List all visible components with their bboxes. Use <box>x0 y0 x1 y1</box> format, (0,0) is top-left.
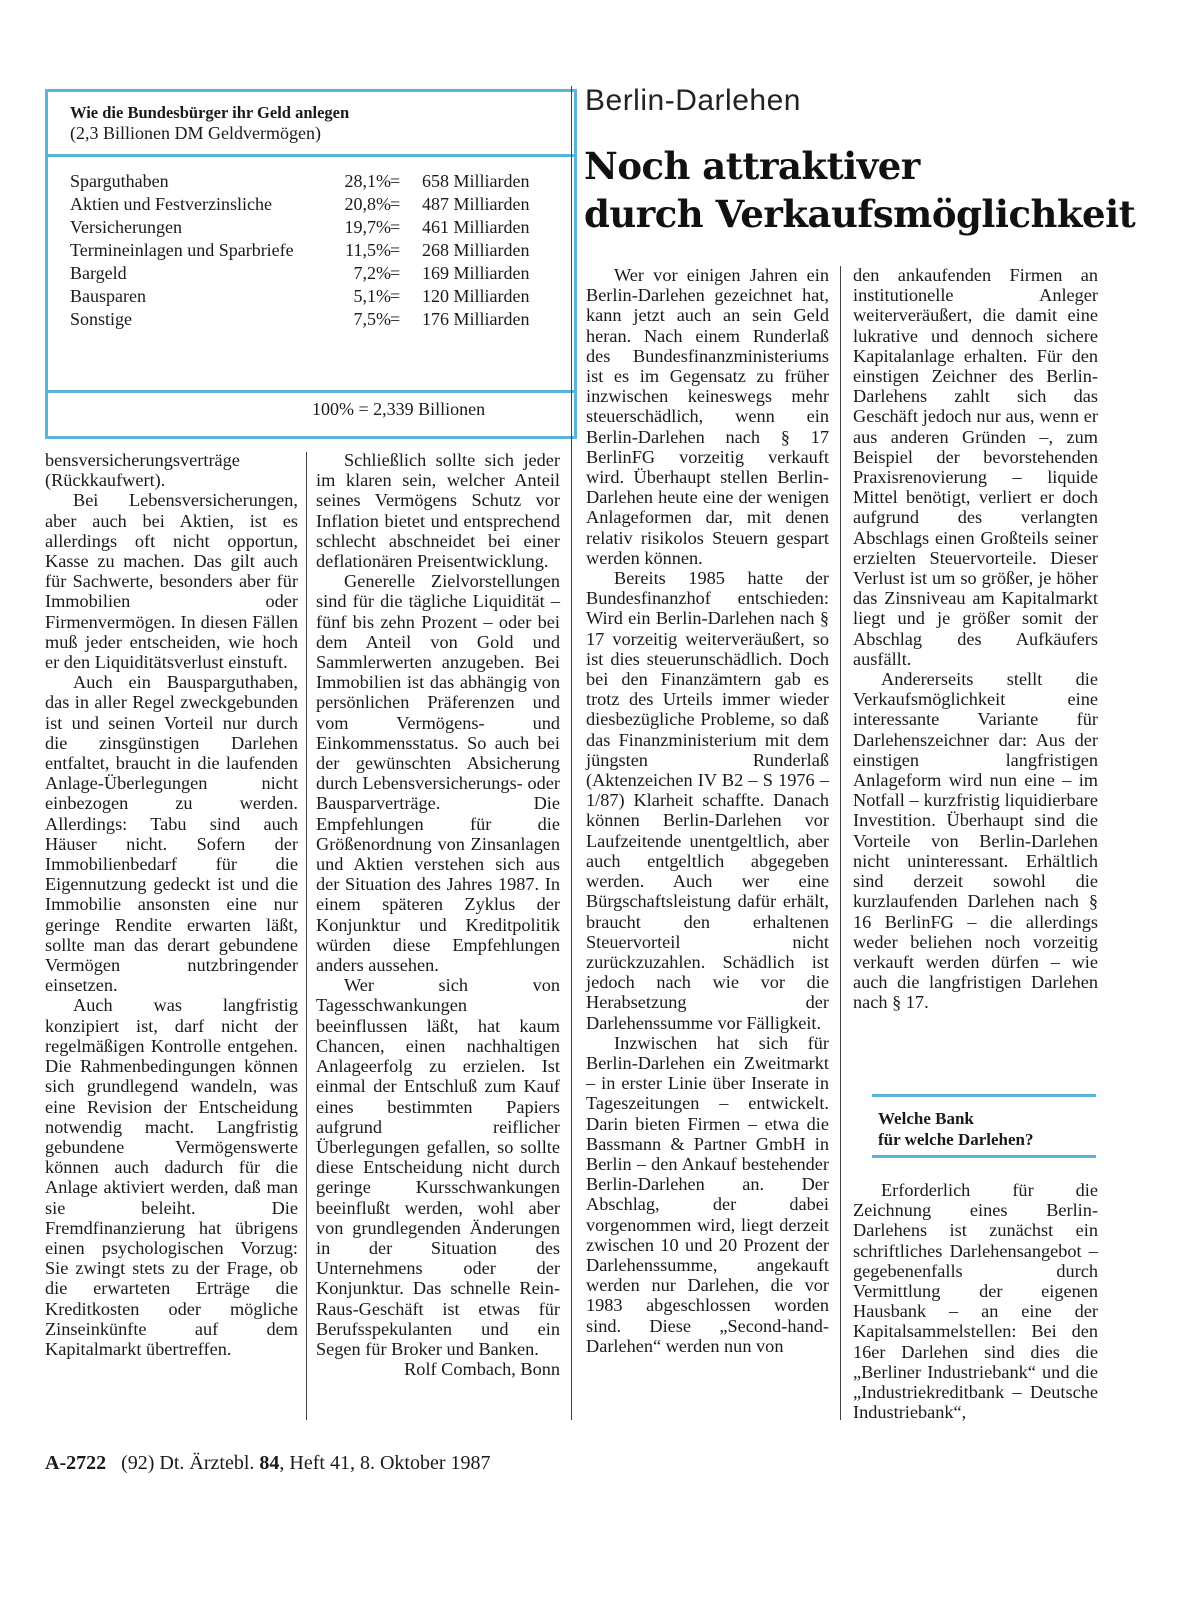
row-amount: 658 Milliarden <box>422 171 530 191</box>
savings-row <box>70 239 556 262</box>
paragraph: Bereits 1985 hatte der Bundesfinanzhof entschieden: Wird ein Berlin-Darlehen nach § 17 vorzeitig weiterveräußert, so ist dies steuerunschädlich. Doch bei den Finanzämtern gab es trotz des Urteils immer wieder diesbezügliche Probleme, so daß das Finanzministerium mit dem jüngsten Runderlaß (Aktenzeichen IV B2 – S 1976 – 1/87) Klarheit schaffte. Danach können Berlin-Darlehen vor Laufzeitende unentgeltlich, aber auch entgeltlich abgegeben werden. Auch wer eine Bürgschaftsleistung dafür erhält, braucht den erhaltenen Steuervorteil nicht zurückzuzahlen. Schädlich ist jedoch nach wie vor die Herabsetzung der Darlehenssumme vor Fälligkeit. <box>586 568 829 1033</box>
row-label: Sonstige <box>70 309 133 329</box>
journal-source: (92) Dt. Ärztebl. <box>121 1452 255 1474</box>
row-label: Aktien und Festverzinsliche <box>70 194 272 214</box>
paragraph: Inzwischen hat sich für Berlin-Darlehen ein Zweitmarkt – in erster Linie über Inserate in Tageszeitungen – entwickelt. Darin bieten Firmen – etwa die Bassmann & Partner GmbH in Berlin – den Ankauf bestehender Berlin-Darlehen an. Der Abschlag, der dabei vorgenommen wird, liegt derzeit zwischen 10 und 20 Prozent der Darlehenssumme, angekauft werden nur Darlehen, die vor 1983 abgeschlossen worden sind. Diese „Second-hand-Darlehen“ werden nun von <box>586 1032 829 1356</box>
paragraph: Andererseits stellt die Verkaufsmöglichkeit eine interessante Variante für Darlehenszeichner dar: Aus der einstigen langfristigen Anlageform wird nun eine – im Notfall – kurzfristig liquidierbare Investition. Überhaupt sind die Vorteile von Berlin-Darlehen nicht uninteressant. Erhältlich sind derzeit sowohl die kurzlaufenden Darlehen nach § 16 BerlinFG – die allerdings weder beliehen noch vorzeitig verkauft werden dürfen – wie auch die langfristigen Darlehen nach § 17. <box>853 669 1098 1013</box>
author-byline: Rolf Combach, Bonn <box>404 1359 560 1380</box>
paragraph: bensversicherungsverträge (Rückkaufwert). <box>45 450 240 491</box>
article-kicker: Berlin-Darlehen <box>585 84 801 117</box>
journal-issue: , Heft 41, 8. Oktober 1987 <box>279 1452 491 1474</box>
paragraph: Auch ein Bausparguthaben, das in aller Regel zweckgebunden ist und seinen Vorteil nur durch die zinsgünstigen Darlehen entfaltet, braucht in die laufenden Anlage-Überlegungen nicht einbezogen zu werden. Allerdings: Tabu sind auch Häuser nicht. Sofern der Immobilienbedarf für die Eigennutzung gedeckt ist und die Immobilie ansonsten eine nur geringe Rendite erwarten läßt, sollte man das derart gebundene Vermögen nutzbringender einsetzen. <box>45 672 298 996</box>
row-label: Termineinlagen und Sparbriefe <box>70 240 294 260</box>
column-rule <box>840 266 841 1420</box>
sidebar-title-line-2: für welche Darlehen? <box>878 1130 1034 1149</box>
row-label: Sparguthaben <box>70 171 169 191</box>
row-percent: 5,1% <box>353 286 391 306</box>
column-rule <box>306 452 307 1420</box>
row-equals: = <box>390 240 401 260</box>
paragraph: Schließlich sollte sich jeder im klaren sein, welcher Anteil seines Vermögens Schutz vor Inflation bietet und entsprechend schlecht abschneidet bei einer deflationären Preisentwicklung. <box>316 450 560 572</box>
sidebar-text <box>853 1180 1098 1422</box>
info-box-header <box>48 92 574 157</box>
info-box-title: Wie die Bundesbürger ihr Geld anlegen <box>70 103 350 122</box>
savings-row <box>70 216 556 239</box>
page-footer <box>45 1452 490 1475</box>
row-amount: 120 Milliarden <box>422 286 530 306</box>
row-amount: 176 Milliarden <box>422 309 530 329</box>
row-equals: = <box>390 309 401 329</box>
paragraph: Wer sich von Tagesschwankungen beeinflussen läßt, hat kaum Chancen, einen nachhaltigen Anlageerfolg zu erzielen. Ist einmal der Entschluß zum Kauf eines bestimmten Papiers aufgrund reiflicher Überlegungen gefallen, so sollte diese Entscheidung nicht durch geringe Kursschwankungen beeinflußt werden, wohl aber von grundlegenden Änderungen in der Situation des Unternehmens oder der Konjunktur. Das schnelle Rein-Raus-Geschäft ist etwas für Berufsspekulanten und ein Segen für Broker und Banken. <box>316 975 560 1359</box>
paragraph: den ankaufenden Firmen an institutionelle Anleger weiterveräußert, die damit eine lukrative und dennoch sichere Kapitalanlage erhalten. Für den einstigen Zeichner des Berlin-Darlehens zahlt sich das Geschäft jedoch nur aus, wenn er aus anderen Gründen –, zum Beispiel der bevorstehenden Praxisrenovierung – liquide Mittel benötigt, verliert er doch aufgrund des verlangten Abschlags einen Großteils seiner erzielten Steuervorteile. Dieser Verlust ist um so größer, je höher das Zinsniveau am Kapitalmarkt liegt und je größer somit der Abschlag des Aufkäufers ausfällt. <box>853 265 1098 669</box>
row-percent: 28,1% <box>344 171 391 191</box>
row-equals: = <box>390 171 401 191</box>
journal-volume: 84 <box>259 1452 280 1474</box>
sidebar-paragraph: Erforderlich für die Zeichnung eines Berlin-Darlehens ist zunächst ein schriftliches Darlehensangebot – gegebenenfalls durch Vermittlung der eigenen Hausbank – an eine der Kapitalsammelstellen: Bei den 16er Darlehen sind dies die „Berliner Industriebank“ und die „Industriekreditbank – Deutsche Industriebank“, <box>853 1180 1098 1423</box>
row-percent: 7,5% <box>353 309 391 329</box>
row-label: Versicherungen <box>70 217 182 237</box>
row-percent: 19,7% <box>344 217 391 237</box>
headline-line-1: Noch attraktiver <box>584 144 920 188</box>
row-percent: 20,8% <box>344 194 391 214</box>
paragraph: Generelle Zielvorstellungen sind für die tägliche Liquidität – fünf bis zehn Prozent – oder bei dem Anteil von Gold und Sammlerwerten anzugeben. Bei Immobilien ist das abhängig von persönlichen Präferenzen und vom Vermögens- und Einkommensstatus. So auch bei der gewünschten Absicherung durch Lebensversicherungs- oder Bausparverträge. Die Empfehlungen für die Größenordnung von Zinsanlagen und Aktien verstehen sich aus der Situation des Jahres 1987. In einem späteren Zyklus der Konjunktur und Kreditpolitik würden diese Empfehlungen anders aussehen. <box>316 571 560 976</box>
savings-row <box>70 285 556 308</box>
row-equals: = <box>390 217 401 237</box>
sidebar-title-line-1: Welche Bank <box>878 1109 974 1128</box>
row-amount: 461 Milliarden <box>422 217 530 237</box>
column-3 <box>586 265 829 1356</box>
column-rule <box>571 86 572 1420</box>
row-amount: 268 Milliarden <box>422 240 530 260</box>
info-box-divider <box>48 390 574 393</box>
savings-info-box <box>45 89 577 439</box>
row-percent: 7,2% <box>353 263 391 283</box>
info-box-total: 100% = 2,339 Billionen <box>312 399 486 419</box>
article-headline <box>584 142 1135 238</box>
info-box-subtitle: (2,3 Billionen DM Geldvermögen) <box>70 123 321 143</box>
sidebar-heading-box <box>872 1094 1096 1158</box>
paragraph: Bei Lebensversicherungen, aber auch bei Aktien, ist es allerdings oft nicht opportun, Kasse zu machen. Das gilt auch für Sachwerte, besonders aber für Immobilien oder Firmenvermögen. In diesen Fällen muß jeder entscheiden, wie hoch er den Liquiditätsverlust einstuft. <box>45 490 298 673</box>
row-equals: = <box>390 286 401 306</box>
row-equals: = <box>390 263 401 283</box>
column-4 <box>853 265 1098 1013</box>
headline-line-2: durch Verkaufsmöglichkeit <box>584 192 1136 236</box>
savings-row <box>70 193 556 216</box>
paragraph: Wer vor einigen Jahren ein Berlin-Darlehen gezeichnet hat, kann jetzt auch an sein Geld heran. Nach einem Runderlaß des Bundesfinanzministeriums ist es im Gegensatz zu früher inzwischen keineswegs mehr steuerschädlich, wenn ein Berlin-Darlehen nach § 17 BerlinFG vorzeitig verkauft wird. Überhaupt stellen Berlin-Darlehen heute eine der wenigen Anlageformen dar, mit denen relativ risikolos Steuern gespart werden können. <box>586 265 829 568</box>
row-amount: 169 Milliarden <box>422 263 530 283</box>
paragraph: Auch was langfristig konzipiert ist, darf nicht der regelmäßigen Kontrolle entgehen. Die Rahmenbedingungen können sich grundlegend wandeln, was eine Revision der Entscheidung notwendig macht. Langfristig gebundene Vermögenswerte können auch dadurch für die Anlage aktiviert werden, daß man sie beleiht. Die Fremdfinanzierung hat übrigens einen psychologischen Vorzug: Sie zwingt stets zu der Frage, ob die erwarteten Erträge die Kreditkosten oder mögliche Zinseinkünfte auf dem Kapitalmarkt übertreffen. <box>45 995 298 1359</box>
row-percent: 11,5% <box>345 240 391 260</box>
savings-table <box>70 170 556 331</box>
row-equals: = <box>390 194 401 214</box>
row-amount: 487 Milliarden <box>422 194 530 214</box>
row-label: Bausparen <box>70 286 146 306</box>
savings-row <box>70 262 556 285</box>
page-number: A-2722 <box>45 1452 107 1474</box>
column-1 <box>45 450 298 1359</box>
savings-row <box>70 170 556 193</box>
column-2 <box>316 450 560 1379</box>
row-label: Bargeld <box>70 263 127 283</box>
savings-row <box>70 308 556 331</box>
